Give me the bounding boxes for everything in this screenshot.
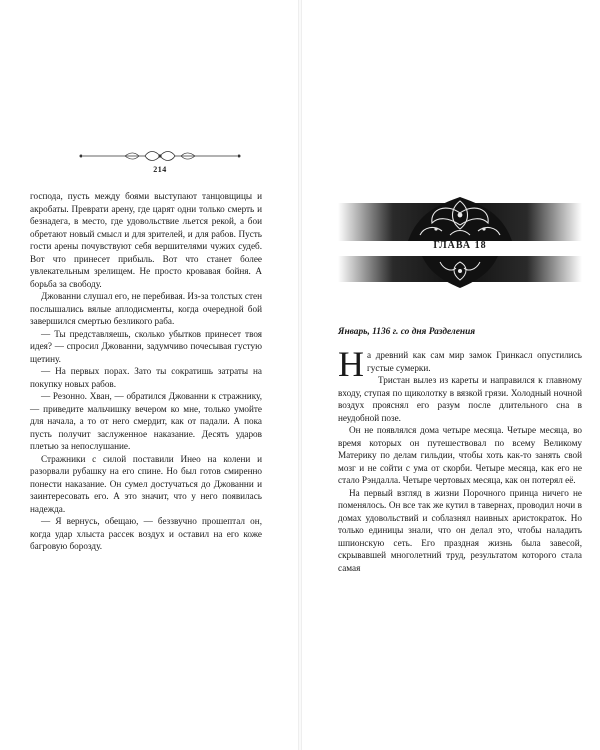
paragraph: Стражники с силой поставили Инео на колени и разорвали рубашку на его спине. Но был готов смиренно понести наказание. Он сумел достучаться до Джованни и заинтересовать его. А это значит, что у него появилась надежда. xyxy=(30,453,262,514)
left-page xyxy=(30,0,290,750)
chapter-title: ГЛАВА 18 xyxy=(433,240,487,251)
right-page xyxy=(338,0,582,750)
opening-paragraph-text: а древний как сам мир замок Гринкасл опустились густые сумерки. xyxy=(367,350,582,373)
right-body-text xyxy=(338,344,582,574)
opening-paragraph xyxy=(338,344,582,384)
running-header xyxy=(30,148,290,174)
paragraph: — Я вернусь, обещаю, — беззвучно прошептал он, когда удар хлыста рассек воздух и оставил на его коже багровую борозду. xyxy=(30,516,262,551)
paragraph: На первый взгляд в жизни Порочного принца ничего не поменялось. Он все так же кутил в тавернах, проводил ночи в домах удовольствий и соблазнял наивных аристократок. Но только единицы знали, что он делал это, чтобы наладить шпионскую сеть. Его праздная жизнь была завесой, скрывавшей многолетний труд, результатом которого стала самая xyxy=(338,487,582,573)
drop-cap: Н xyxy=(338,344,364,384)
paragraph: господа, пусть между боями выступают танцовщицы и акробаты. Преврати арену, где царят одни только смерть и безнадега, в место, где удовольствие льется рекой, а бои обретают новый смысл и для зрителей, и для рабов. Пусть гости арены почувствуют себя вершителями чужих судеб. Вот что принесет прибыль. Вот что станет более увлекательным зрелищем. Не просто кровавая бойня. А борьба за свободу. xyxy=(30,191,262,289)
paragraph: — Резонно. Хван, — обратился Джованни к стражнику, — приведите мальчишку вечером ко мне, только умойте для начала, а то от него смердит, как от падали. А пока пусть получит заслуженное наказание. Десять ударов плетью за непослушание. xyxy=(30,391,262,451)
paragraph: Джованни слушал его, не перебивая. Из-за толстых стен послышались вялые аплодисменты, когда очередной бой завершился смертью безликого раба. xyxy=(30,291,262,326)
chapter-ornament-top-icon xyxy=(338,183,582,241)
paragraph: Он не появлялся дома четыре месяца. Четыре месяца, во время которых он путешествовал по всему Великому Материку по делам гильдии, чтобы хоть как-то занять свой мозг и не сойти с ума от скорби. Четыре месяца, как его не стало Рэндалла. Четыре чертовых месяца, как он потерял её. xyxy=(338,425,582,485)
chapter-ornament-bottom-icon xyxy=(338,256,582,306)
left-body-text xyxy=(30,190,262,553)
page-number: 214 xyxy=(153,165,167,174)
header-flourish-icon xyxy=(75,148,245,164)
paragraph: — На первых порах. Зато ты сократишь затраты на покупку новых рабов. xyxy=(30,366,262,389)
paragraph: Тристан вылез из кареты и направился к главному входу, ступая по щиколотку в вязкой грязи. Холодный ночной воздух прояснял его разум после длительного сна в неудобной позе. xyxy=(338,375,582,423)
paragraph: — Ты представляешь, сколько убытков принесет твоя идея? — спросил Джованни, задумчиво почесывая густую щетину. xyxy=(30,328,262,364)
chapter-epigraph: Январь, 1136 г. со дня Разделения xyxy=(338,327,476,337)
book-gutter xyxy=(298,0,302,750)
